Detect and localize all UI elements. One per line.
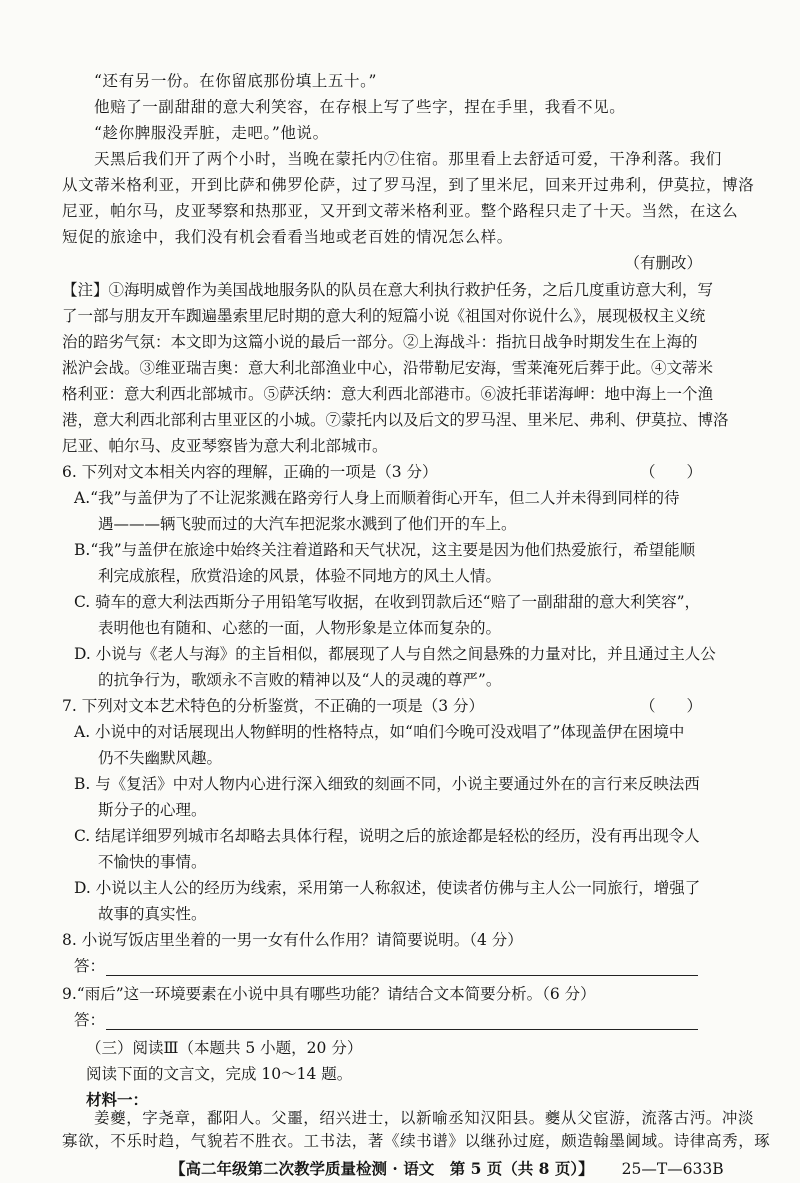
material-line: 姜夔，字尧章，鄱阳人。父噩，绍兴进士，以新喻丞知汉阳县。夔从父宦游，流落古沔。冲淡	[94, 1109, 755, 1127]
story-paragraph-line: 天黑后我们开了两个小时，当晚在蒙托内⑦住宿。那里看上去舒适可爱，干净利落。我们	[94, 150, 722, 168]
story-dialogue-2: 他赔了一副甜甜的意大利笑容，在存根上写了些字，捏在手里，我看不见。	[94, 98, 626, 116]
option-a: A.“我”与盖伊为了不让泥浆溅在路旁行人身上而顺着街心开车，但二人并未得到同样的待	[74, 489, 680, 507]
option-b: B.“我”与盖伊在旅途中始终关注着道路和天气状况，这主要是因为他们热爱旅行，希望能顺	[74, 541, 696, 559]
footnote-line: 淞沪会战。③维亚瑞吉奥：意大利北部渔业中心，沿带勒尼安海，雪莱淹死后葬于此。④文蒂米	[62, 359, 714, 377]
option-c-cont: 表明他也有随和、心慈的一面，人物形象是立体而复杂的。	[98, 619, 502, 637]
page-footer	[170, 1158, 730, 1180]
footnote-line: 治的踣劣气氛：本文即为这篇小说的最后一部分。②上海战斗：指抗日战争时期发生在上海的	[62, 333, 698, 351]
option-c: C. 骑车的意大利法西斯分子用铅笔写收据，在收到罚款后还“赔了一副甜甜的意大利笑容”，	[74, 593, 701, 611]
footnote-line: 港，意大利西北部利古里亚区的小城。⑦蒙托内以及后文的罗马涅、里米尼、弗利、伊莫拉、博洛	[62, 411, 729, 429]
question-9-stem: 9.“雨后”这一环境要素在小说中具有哪些功能？请结合文本简要分析。（6 分）	[62, 985, 596, 1003]
option-b-cont: 斯分子的心理。	[98, 801, 207, 819]
option-d: D. 小说以主人公的经历为线索，采用第一人称叙述，使读者仿佛与主人公一同旅行，增强了	[74, 879, 701, 897]
option-a: A. 小说中的对话展现出人物鲜明的性格特点，如“咱们今晚可没戏唱了”体现盖伊在困境中	[74, 723, 685, 741]
option-a-cont: 仍不失幽默风趣。	[98, 749, 223, 767]
option-d-cont: 故事的真实性。	[98, 905, 207, 923]
section-heading: （三）阅读Ⅲ（本题共 5 小题，20 分）	[86, 1039, 363, 1057]
material-line: 寡欲，不乐时趋，气貌若不胜衣。工书法，著《续书谱》以继孙过庭，颇造翰墨阃域。诗律高秀，琢	[62, 1132, 771, 1150]
answer-label: 答：	[74, 957, 106, 975]
source-note: （有删改）	[624, 254, 702, 272]
footnote-line: 了一部与朋友开车踟遍墨索里尼时期的意大利的短篇小说《祖国对你说什么》，展现极权主义统	[62, 307, 706, 325]
option-a-cont: 遇———辆飞驶而过的大汽车把泥浆水溅到了他们开的车上。	[98, 515, 517, 533]
footnote-line: 格利亚：意大利西北部城市。⑤萨沃纳：意大利西北部港市。⑥波托菲诺海岬：地中海上一个渔	[62, 385, 714, 403]
story-paragraph-line: 短促的旅途中，我们没有机会看看当地或老百姓的情况怎么样。	[62, 228, 513, 246]
question-8-stem: 8. 小说写饭店里坐着的一男一女有什么作用？请简要说明。（4 分）	[62, 931, 523, 949]
option-c-cont: 不愉快的事情。	[98, 853, 207, 871]
footer-title: 【高二年级第二次教学质量检测 · 语文 第 5 页（共 8 页）】	[170, 1159, 594, 1178]
story-dialogue-1: “还有另一份。在你留底那份填上五十。”	[94, 72, 377, 90]
answer-line[interactable]	[106, 975, 698, 976]
option-d-cont: 的抗争行为，歌颂永不言败的精神以及“人的灵魂的尊严”。	[98, 671, 502, 689]
footnote-line: 【注】①海明威曾作为美国战地服务队的队员在意大利执行救护任务，之后几度重访意大利，写	[62, 281, 714, 299]
answer-bracket[interactable]: （ ）	[639, 697, 702, 715]
story-paragraph-line: 从文蒂米格利亚，开到比萨和佛罗伦萨，过了罗马涅，到了里米尼，回来开过弗利，伊莫拉，博洛	[62, 176, 755, 194]
option-c: C. 结尾详细罗列城市名却略去具体行程，说明之后的旅途都是轻松的经历，没有再出现令人	[74, 827, 700, 845]
story-dialogue-3: “趁你脾服没弄脏，走吧。”他说。	[94, 124, 329, 142]
answer-label: 答：	[74, 1011, 106, 1029]
option-b: B. 与《复活》中对人物内心进行深入细致的刻画不同，小说主要通过外在的言行来反映法西	[74, 775, 700, 793]
material-label: 材料一：	[86, 1090, 149, 1109]
section-instruction: 阅读下面的文言文，完成 10～14 题。	[86, 1065, 353, 1083]
question-6-stem: 6. 下列对文本相关内容的理解，正确的一项是（3 分）	[62, 463, 438, 481]
question-7-stem: 7. 下列对文本艺术特色的分析鉴赏，不正确的一项是（3 分）	[62, 697, 485, 715]
option-b-cont: 利完成旅程，欣赏沿途的风景，体验不同地方的风土人情。	[98, 567, 502, 585]
answer-line[interactable]	[106, 1029, 698, 1030]
footer-code: 25—T—633B	[621, 1160, 724, 1178]
option-d: D. 小说与《老人与海》的主旨相似，都展现了人与自然之间悬殊的力量对比，并且通过主人公	[74, 645, 716, 663]
footnote-line: 尼亚、帕尔马、皮亚琴察皆为意大利北部城市。	[62, 437, 388, 455]
answer-bracket[interactable]: （ ）	[639, 463, 702, 481]
story-paragraph-line: 尼亚，帕尔马，皮亚琴察和热那亚，又开到文蒂米格利亚。整个路程只走了十天。当然，在这么	[62, 202, 739, 220]
